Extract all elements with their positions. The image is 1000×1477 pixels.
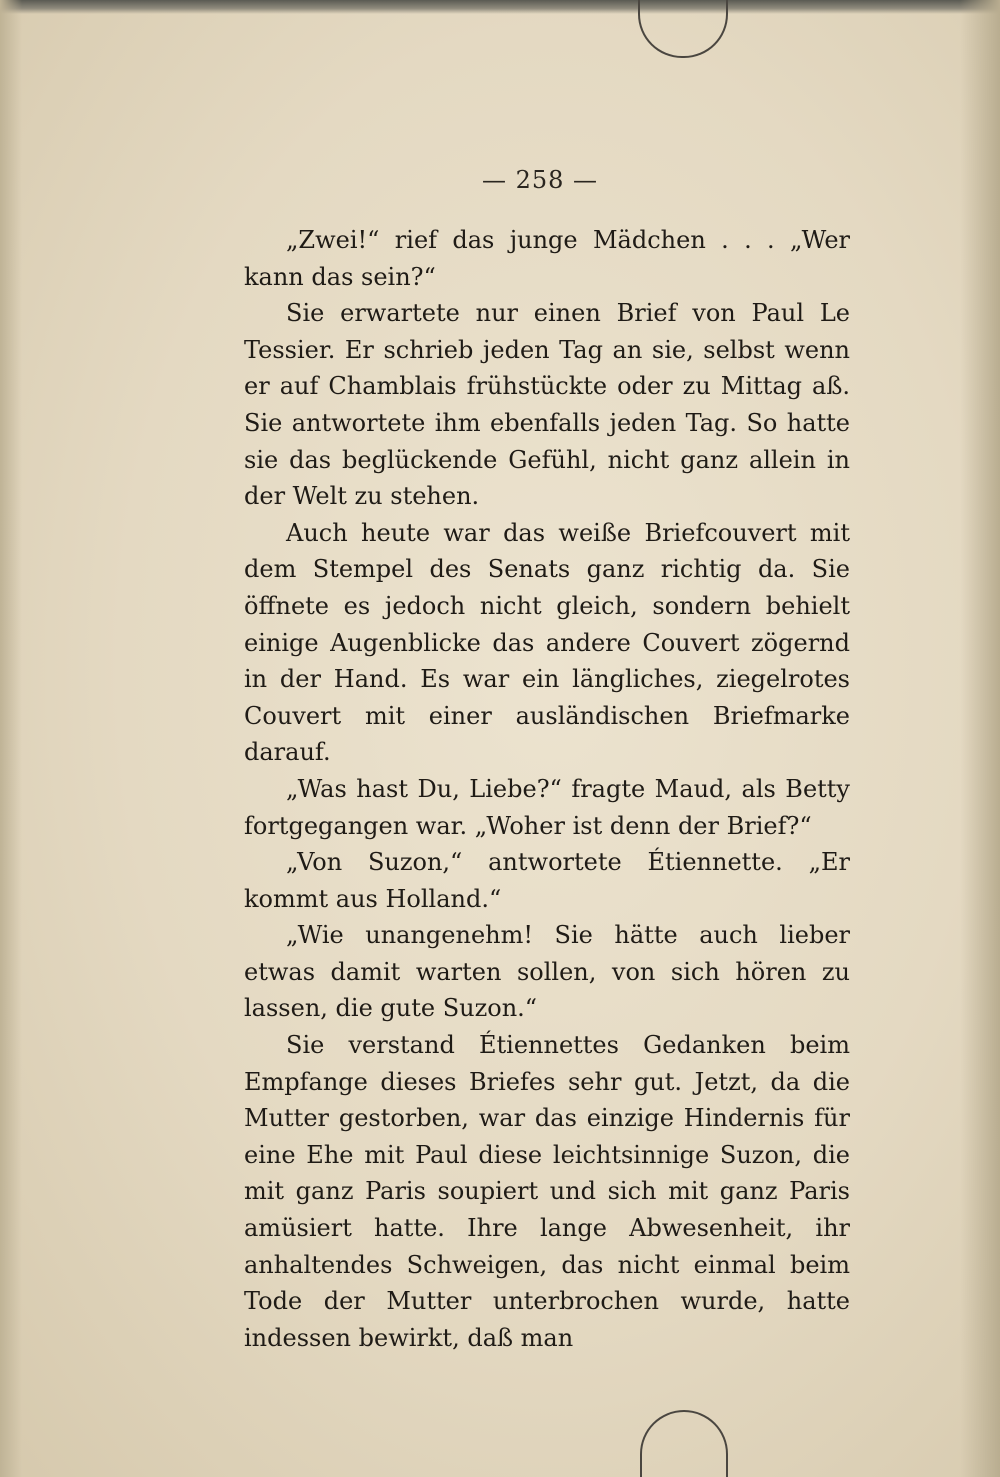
- paragraph-7: Sie verstand Étiennettes Gedanken beim Empfange dieses Briefes sehr gut. Jetzt, da die Mutter gestorben, war das einzige Hindernis für eine Ehe mit Paul diese leichtsinnige Suzon, die mit ganz Paris soupiert und sich mit ganz Paris amüsiert hatte. Ihre lange Abwesenheit, ihr anhaltendes Schweigen, das nicht einmal beim Tode der Mutter unterbrochen wurde, hatte indessen bewirkt, daß man: [244, 1031, 850, 1352]
- paragraph-3: Auch heute war das weiße Briefcouvert mit dem Stempel des Senats ganz richtig da. Sie öffnete es jedoch nicht gleich, sondern behielt einige Augenblicke das andere Couvert zögernd in der Hand. Es war ein längliches, ziegelrotes Couvert mit einer ausländischen Briefmarke darauf.: [244, 518, 850, 767]
- paragraph-6: „Wie unangenehm! Sie hätte auch lieber etwas damit warten sollen, von sich hören zu lassen, die gute Suzon.“: [244, 921, 850, 1023]
- paragraph-2: Sie erwartete nur einen Brief von Paul Le Tessier. Er schrieb jeden Tag an sie, selbst wenn er auf Chamblais frühstückte oder zu Mittag aß. Sie antwortete ihm ebenfalls jeden Tag. So hatte sie das beglückende Gefühl, nicht ganz allein in der Welt zu stehen.: [244, 299, 850, 511]
- body-text: [244, 222, 850, 1356]
- page-right-edge: [960, 0, 1000, 1477]
- paragraph-1: „Zwei!“ rief das junge Mädchen . . . „Wer kann das sein?“: [244, 226, 850, 291]
- page-top-edge: [0, 0, 1000, 14]
- binding-clip-bottom: [640, 1410, 728, 1477]
- paragraph-5: „Von Suzon,“ antwortete Étiennette. „Er kommt aus Holland.“: [244, 848, 850, 913]
- paragraph-4: „Was hast Du, Liebe?“ fragte Maud, als Betty fortgegangen war. „Woher ist denn der Brief?“: [244, 774, 850, 840]
- binding-clip-top: [638, 0, 728, 58]
- page-left-edge: [0, 0, 22, 1477]
- page-number: — 258 —: [481, 166, 599, 194]
